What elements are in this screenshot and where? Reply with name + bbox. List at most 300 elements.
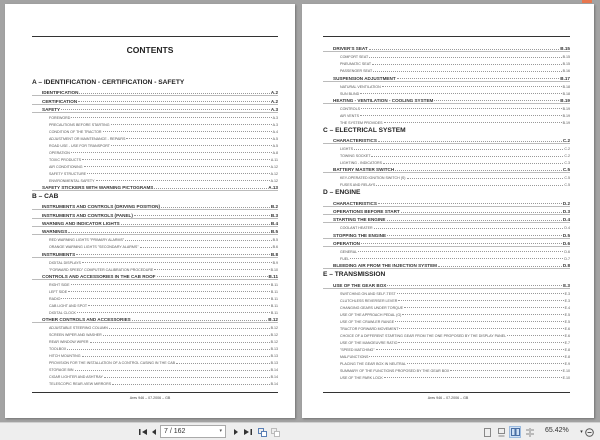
- leader-dots: [397, 293, 564, 294]
- toc-entry-page: D.5: [562, 232, 570, 238]
- toc-entry[interactable]: [323, 345, 570, 352]
- toc-entry-label: INSTRUMENTS AND CONTROLS (DRIVING POSITION): [42, 204, 160, 210]
- leader-dots: [87, 173, 270, 174]
- toc-entry-page: C.5: [562, 167, 570, 173]
- toc-entry[interactable]: [323, 366, 570, 373]
- previous-page-button[interactable]: [149, 426, 159, 438]
- toc-entry[interactable]: [32, 169, 278, 176]
- toc-entry-label: ENVIRONMENTAL SAFETY: [49, 178, 95, 183]
- toc-entry-page: B.14: [270, 368, 278, 373]
- toc-entry-label: SAFETY: [42, 106, 61, 112]
- toc-entry[interactable]: [323, 223, 570, 230]
- toc-entry[interactable]: [323, 165, 570, 173]
- toc-entry-page: B.14: [270, 375, 278, 380]
- toc-entry-page: E.6: [564, 326, 570, 331]
- toc-entry[interactable]: [32, 141, 278, 148]
- leader-dots: [68, 291, 270, 292]
- toc-entry[interactable]: [32, 372, 278, 379]
- toc-entry-label: SWITCHING ON AND SELF-TEST: [340, 291, 396, 296]
- toc-entry-page: A.2: [270, 98, 278, 104]
- toc-entry-label: INSTRUMENTS AND CONTROLS (PANEL): [42, 212, 133, 218]
- toc-entry-page: D.6: [564, 249, 570, 254]
- toc-entry[interactable]: [323, 89, 570, 96]
- toc-entry-page: A.3: [272, 122, 278, 127]
- toc-entry-page: B.12: [270, 326, 278, 331]
- leader-dots: [361, 108, 562, 109]
- toc-entry-label: CONTROLS AND ACCESSORIES IN THE CAB ROOF: [42, 273, 156, 279]
- section-heading: C – ELECTRICAL SYSTEM: [323, 126, 406, 134]
- leader-dots: [358, 251, 563, 252]
- section-heading: A – IDENTIFICATION - CERTIFICATION - SAFETY: [32, 79, 185, 86]
- leader-dots: [398, 300, 563, 301]
- toc-entry[interactable]: [323, 73, 570, 81]
- facing-pages-icon: [511, 428, 520, 436]
- previous-view-icon: [258, 428, 267, 437]
- toc-entry-page: B.13: [270, 347, 278, 352]
- toc-entry-page: B.17: [560, 75, 570, 81]
- toc-entry-label: HITCH MOUNTING: [49, 354, 81, 359]
- toc-entry[interactable]: [32, 227, 278, 235]
- toc-entry-label: THE SYSTEM PROVIDES: [340, 120, 383, 125]
- toc-content: [323, 44, 570, 380]
- toc-entry-label: DRIVER'S SEAT: [333, 46, 368, 52]
- toc-entry[interactable]: [32, 337, 278, 344]
- toc-entry[interactable]: [32, 379, 278, 386]
- toc-entry[interactable]: [32, 323, 278, 330]
- toc-entry[interactable]: [32, 235, 278, 242]
- toc-entry-label: CONTROLS: [340, 106, 360, 111]
- toc-entry-label: WARNING AND INDICATOR LIGHTS: [42, 221, 120, 227]
- leader-dots: [376, 349, 564, 350]
- zoom-out-button[interactable]: [584, 426, 594, 438]
- facing-pages-view-button[interactable]: [509, 426, 521, 438]
- toc-entry-label: ADJUSTABLE STEERING COLUMN: [49, 326, 108, 331]
- toc-entry-page: B.18: [562, 84, 570, 89]
- toc-content: [32, 77, 278, 386]
- toc-entry[interactable]: [323, 180, 570, 187]
- toc-entry[interactable]: [323, 303, 570, 310]
- toc-entry[interactable]: [323, 373, 570, 380]
- toc-entry-label: CONDITION OF THE TRACTOR: [49, 129, 102, 134]
- toc-entry-label: ORANGE WARNING LIGHTS "SECONDARY ALARMS": [49, 245, 139, 250]
- toc-entry-page: B.14: [270, 382, 278, 387]
- single-page-view-button[interactable]: [482, 426, 492, 438]
- toc-entry-label: STARTING THE ENGINE: [333, 217, 386, 223]
- leader-dots: [82, 356, 270, 357]
- toc-entry[interactable]: [323, 44, 570, 52]
- toc-entry-page: D.3: [562, 209, 570, 215]
- leader-dots: [407, 178, 564, 179]
- leader-dots: [61, 298, 269, 299]
- toc-entry-page: B.10: [270, 267, 278, 272]
- zoom-level[interactable]: 65.42%: [545, 427, 569, 434]
- toc-entry-page: A.3: [270, 106, 278, 112]
- toc-entry-label: CLUTCHLESS REVERSER LEVER: [340, 298, 398, 303]
- toc-entry-label: OPERATION: [333, 240, 360, 246]
- toc-entry-label: PLACING THE GEAR BOX IN NEUTRAL: [340, 361, 407, 366]
- leader-dots: [125, 240, 271, 241]
- toc-entry[interactable]: [323, 359, 570, 366]
- toc-entry[interactable]: [323, 310, 570, 317]
- toc-entry[interactable]: [323, 338, 570, 345]
- toc-entry-page: B.8: [270, 251, 278, 257]
- toc-entry-label: SUN BLIND: [340, 91, 360, 96]
- header-rule: [32, 36, 278, 37]
- toc-entry[interactable]: [32, 287, 278, 294]
- leader-dots: [369, 57, 561, 58]
- left-page: [5, 4, 295, 418]
- toc-entry-label: RED WARNING LIGHTS "PRIMARY ALARMS": [49, 238, 125, 243]
- toc-entry-label: CHOICE OF A DIFFERENT STARTING GEAR FROM THE ONE PROPOSED BY THE DISPLAY PANEL: [340, 333, 507, 338]
- toc-entry-page: D.6: [562, 240, 570, 246]
- section-heading: D – ENGINE: [323, 189, 361, 197]
- leader-dots: [111, 124, 272, 125]
- toc-entry[interactable]: [32, 88, 278, 96]
- toc-entry-page: D.8: [562, 263, 570, 269]
- toc-entry[interactable]: [323, 289, 570, 296]
- toc-entry-page: B.19: [560, 97, 570, 103]
- toc-entry[interactable]: [323, 173, 570, 180]
- toc-entry-page: B.12: [270, 333, 278, 338]
- chevron-down-icon: ▾: [580, 429, 583, 435]
- navigation-toolbar: [0, 422, 600, 440]
- toc-entry-page: D.2: [562, 200, 570, 206]
- leader-dots: [140, 247, 272, 248]
- leader-dots: [387, 285, 562, 286]
- toc-entry[interactable]: [323, 352, 570, 359]
- toc-entry-page: B.5: [270, 229, 278, 235]
- toc-entry-label: DIGITAL CLOCK: [49, 310, 76, 315]
- toc-entry-label: SUSPENSION ADJUSTMENT: [333, 75, 396, 81]
- toc-entry[interactable]: [32, 210, 278, 218]
- toc-entry[interactable]: [32, 120, 278, 127]
- toc-entry-label: USE OF THE GEAR BOX: [333, 282, 387, 288]
- toc-entry[interactable]: [32, 294, 278, 301]
- toc-entry-label: RIGHT SIDE: [49, 282, 70, 287]
- toc-entry-label: OPERATIONS BEFORE START: [333, 209, 400, 215]
- toc-entry-page: A.12: [270, 178, 278, 183]
- toc-entry-page: B.11: [270, 289, 278, 294]
- toc-entry[interactable]: [323, 247, 570, 254]
- last-page-icon: [244, 428, 252, 436]
- toc-entry-page: B.15: [562, 62, 570, 67]
- toc-entry-label: COMFORT SEAT: [340, 55, 369, 60]
- toc-entry-label: CIGAR LIGHTER AND ASHTRAY: [49, 375, 103, 380]
- chevron-down-icon[interactable]: ▾: [219, 428, 222, 434]
- toc-entry[interactable]: [323, 118, 570, 125]
- toc-entry[interactable]: [323, 198, 570, 206]
- continuous-facing-view-button[interactable]: [525, 426, 535, 438]
- toc-entry[interactable]: [32, 113, 278, 120]
- page-footer: Ares 946 – 07.2006 – GB: [427, 396, 469, 400]
- toc-entry-label: COOLANT HEATER: [340, 226, 373, 231]
- toc-entry-page: B.11: [270, 282, 278, 287]
- page-number-input[interactable]: [160, 425, 226, 438]
- leader-dots: [121, 224, 270, 225]
- toc-entry-label: SAFETY STRUCTURE: [49, 171, 87, 176]
- leader-dots: [401, 212, 562, 213]
- leader-dots: [103, 131, 272, 132]
- toc-entry[interactable]: [32, 105, 278, 113]
- toc-entry-page: B.11: [270, 303, 278, 308]
- previous-view-button[interactable]: [257, 426, 267, 438]
- last-page-button[interactable]: [243, 426, 253, 438]
- toc-entry-page: E.7: [564, 340, 570, 345]
- toc-entry-label: PRECAUTIONS BEFORE STARTING: [49, 122, 110, 127]
- toc-entry-page: E.6: [564, 333, 570, 338]
- leader-dots: [61, 109, 270, 110]
- leader-dots: [71, 284, 270, 285]
- toc-entry[interactable]: [32, 365, 278, 372]
- leader-dots: [82, 262, 272, 263]
- leader-dots: [402, 314, 563, 315]
- window-corner-accent: [582, 0, 592, 3]
- toc-entry-label: CAB LIGHT AND SPOT: [49, 303, 88, 308]
- leader-dots: [176, 363, 270, 364]
- leader-dots: [82, 159, 270, 160]
- leader-dots: [397, 78, 560, 79]
- toc-entry-label: FOREWORD: [49, 115, 71, 120]
- continuous-facing-icon: [526, 428, 534, 437]
- toc-entry-label: SUMMARY OF THE FUNCTIONS PROPOSED BY THE GEAR BOX: [340, 368, 450, 373]
- leader-dots: [157, 276, 268, 277]
- continuous-view-button[interactable]: [496, 426, 506, 438]
- leader-dots: [372, 64, 562, 65]
- toc-entry-label: "FORWARD SPEED" COMPUTER CALIBRATION PROCEDURE: [49, 267, 154, 272]
- leader-dots: [369, 49, 560, 50]
- toc-entry[interactable]: [32, 344, 278, 351]
- leader-dots: [383, 163, 563, 164]
- leader-dots: [398, 342, 563, 343]
- toc-entry-page: A.8: [272, 150, 278, 155]
- toc-entry[interactable]: [323, 52, 570, 59]
- toc-entry-label: CHARACTERISTICS: [333, 200, 377, 206]
- toc-entry-page: C.2: [564, 147, 570, 152]
- toc-entry[interactable]: [32, 148, 278, 155]
- toc-entry[interactable]: [32, 249, 278, 257]
- leader-dots: [382, 86, 562, 87]
- leader-dots: [395, 321, 563, 322]
- leader-dots: [90, 342, 270, 343]
- toc-entry[interactable]: [32, 155, 278, 162]
- toc-entry-label: NATURAL VENTILATION: [340, 84, 381, 89]
- prev-page-icon: [151, 428, 157, 436]
- toc-entry-label: LIGHTING - INDICATORS: [340, 161, 382, 166]
- toc-entry-label: SAFETY STICKERS WITH WARNING PICTOGRAMS: [42, 185, 154, 191]
- toc-entry-page: E.3: [564, 298, 570, 303]
- toc-entry-page: B.12: [268, 317, 278, 323]
- toc-entry-label: INSTRUMENTS: [42, 251, 76, 257]
- leader-dots: [104, 377, 270, 378]
- leader-dots: [438, 266, 562, 267]
- toc-entry[interactable]: [32, 272, 278, 280]
- toc-entry[interactable]: [323, 151, 570, 158]
- toc-entry[interactable]: [323, 239, 570, 247]
- next-view-icon: [271, 428, 280, 437]
- toc-entry-page: A.3: [272, 115, 278, 120]
- toc-entry-page: C.3: [564, 161, 570, 166]
- toc-entry-label: MALFUNCTIONS: [340, 354, 369, 359]
- leader-dots: [354, 149, 563, 150]
- toc-entry[interactable]: [32, 358, 278, 365]
- toc-entry[interactable]: [323, 230, 570, 238]
- leader-dots: [387, 220, 562, 221]
- toc-entry-label: ROAD USE - USE FOR TRANSPORT: [49, 143, 110, 148]
- toc-entry[interactable]: [32, 96, 278, 104]
- toc-entry-label: RADIO: [49, 296, 61, 301]
- toc-entry[interactable]: [323, 66, 570, 73]
- toc-entry-page: B.13: [270, 354, 278, 359]
- toc-entry-page: B.4: [270, 221, 278, 227]
- toc-entry[interactable]: [32, 202, 278, 210]
- toc-entry-page: E.8: [564, 354, 570, 359]
- toc-entry[interactable]: [323, 324, 570, 331]
- toc-entry-label: WARNINGS: [42, 229, 68, 235]
- toc-entry-label: LEFT SIDE: [49, 289, 68, 294]
- toc-entry[interactable]: [323, 96, 570, 104]
- toc-entry-page: E.3: [564, 291, 570, 296]
- toc-entry-label: PROVISION FOR THE INSTALLATION OF A CONTROL CASING IN THE CAB: [49, 361, 176, 366]
- toc-entry-label: AIR CONDITIONING: [49, 164, 83, 169]
- toc-entry-label: DIGITAL DISPLAYS: [49, 260, 81, 265]
- toc-entry-label: STOPPING THE ENGINE: [333, 232, 387, 238]
- toc-entry[interactable]: [323, 280, 570, 288]
- toc-entry-label: TELESCOPIC REAR-VIEW MIRRORS: [49, 382, 112, 387]
- leader-dots: [450, 370, 561, 371]
- leader-dots: [109, 328, 270, 329]
- toc-entry[interactable]: [323, 158, 570, 165]
- toc-entry[interactable]: [32, 308, 278, 315]
- toc-entry[interactable]: [323, 331, 570, 338]
- leader-dots: [360, 93, 561, 94]
- toc-entry[interactable]: [32, 351, 278, 358]
- leader-dots: [407, 363, 564, 364]
- leader-dots: [395, 170, 562, 171]
- toc-entry-page: B.6: [272, 245, 278, 250]
- toc-entry[interactable]: [32, 330, 278, 337]
- toc-entry-label: USE OF THE PARK LOCK: [340, 375, 383, 380]
- toc-entry-page: A.5: [272, 143, 278, 148]
- toc-entry[interactable]: [323, 207, 570, 215]
- leader-dots: [132, 320, 268, 321]
- toc-entry-label: HEATING - VENTILATION - COOLING SYSTEM: [333, 97, 434, 103]
- leader-dots: [96, 180, 270, 181]
- toc-entry-label: TOXIC PRODUCTS: [49, 157, 82, 162]
- toc-entry-page: B.3: [270, 212, 278, 218]
- toc-entry-label: KEY-OPERATED IGNITION SWITCH (S): [340, 176, 406, 181]
- toc-entry-label: USE OF THE MANOEUVRE RATIO: [340, 340, 398, 345]
- leader-dots: [384, 122, 562, 123]
- leader-dots: [71, 152, 272, 153]
- leader-dots: [387, 235, 562, 236]
- toc-entry[interactable]: [323, 104, 570, 111]
- toc-entry[interactable]: [323, 317, 570, 324]
- toc-entry[interactable]: [323, 254, 570, 261]
- next-page-icon: [233, 428, 239, 436]
- toc-entry[interactable]: [32, 183, 278, 191]
- toc-entry-page: E.3: [563, 282, 570, 288]
- toc-entry[interactable]: [323, 261, 570, 269]
- leader-dots: [378, 141, 562, 142]
- next-page-button[interactable]: [231, 426, 241, 438]
- toc-entry[interactable]: [323, 215, 570, 223]
- toc-entry-label: USE OF THE APPROACH PEDAL (G): [340, 312, 402, 317]
- leader-dots: [78, 101, 270, 102]
- toc-entry-label: TOWING SOCKET: [340, 154, 371, 159]
- toc-entry[interactable]: [323, 59, 570, 66]
- leader-dots: [374, 228, 564, 229]
- leader-dots: [373, 71, 561, 72]
- toc-entry-page: D.4: [564, 226, 570, 231]
- zoom-out-icon: [585, 428, 594, 437]
- toc-entry-label: BLEEDING AIR FROM THE INJECTION SYSTEM: [333, 263, 437, 269]
- toc-entry-page: B.13: [270, 361, 278, 366]
- toc-entry-page: B.5: [272, 238, 278, 243]
- toc-entry-page: B.2: [270, 204, 278, 210]
- toc-entry[interactable]: [32, 265, 278, 272]
- leader-dots: [76, 254, 270, 255]
- toc-entry-page: B.12: [270, 340, 278, 345]
- toc-entry[interactable]: [32, 301, 278, 308]
- toc-entry-page: B.9: [272, 260, 278, 265]
- toc-entry[interactable]: [32, 176, 278, 183]
- next-view-button[interactable]: [270, 426, 280, 438]
- toc-entry-label: IDENTIFICATION: [42, 90, 79, 96]
- toc-entry[interactable]: [323, 144, 570, 151]
- single-page-icon: [484, 428, 491, 437]
- toc-entry[interactable]: [32, 134, 278, 141]
- leader-dots: [154, 188, 267, 189]
- toc-entry-page: B.11: [268, 273, 278, 279]
- footer-rule: [32, 392, 278, 393]
- leader-dots: [434, 100, 559, 101]
- toc-entry-page: B.16: [562, 69, 570, 74]
- leader-dots: [399, 328, 563, 329]
- toc-entry-label: CHANGING GEARS UNDER TORQUE: [340, 305, 403, 310]
- toc-entry[interactable]: [32, 162, 278, 169]
- leader-dots: [350, 258, 563, 259]
- leader-dots: [75, 370, 270, 371]
- toc-entry[interactable]: [32, 219, 278, 227]
- toc-entry[interactable]: [323, 136, 570, 144]
- leader-dots: [77, 312, 270, 313]
- toc-entry[interactable]: [323, 111, 570, 118]
- toc-entry[interactable]: [32, 280, 278, 287]
- toc-entry-page: C.5: [564, 176, 570, 181]
- page-indicator: 7 / 162: [164, 428, 186, 435]
- toc-entry[interactable]: [32, 258, 278, 265]
- toc-entry-page: E.4: [564, 305, 570, 310]
- toc-entry-page: E.5: [564, 312, 570, 317]
- toc-entry-label: TRACTOR FORWARD MOVEMENT: [340, 326, 399, 331]
- leader-dots: [369, 356, 563, 357]
- toc-entry-page: A.5: [272, 136, 278, 141]
- toc-entry[interactable]: [32, 315, 278, 323]
- first-page-button[interactable]: [138, 426, 148, 438]
- toc-entry-page: D.7: [564, 256, 570, 261]
- first-page-icon: [139, 428, 147, 436]
- toc-entry[interactable]: [32, 127, 278, 134]
- toc-entry-page: A.12: [270, 164, 278, 169]
- toc-entry[interactable]: [32, 242, 278, 249]
- leader-dots: [67, 349, 269, 350]
- toc-entry-label: FUSES AND RELAYS: [340, 183, 376, 188]
- toc-entry-label: ADJUSTMENT OR MAINTENANCE - REPAIRS: [49, 136, 126, 141]
- toc-entry-page: A.11: [270, 157, 278, 162]
- header-rule: [323, 36, 570, 37]
- toc-entry[interactable]: [323, 82, 570, 89]
- toc-entry[interactable]: [323, 296, 570, 303]
